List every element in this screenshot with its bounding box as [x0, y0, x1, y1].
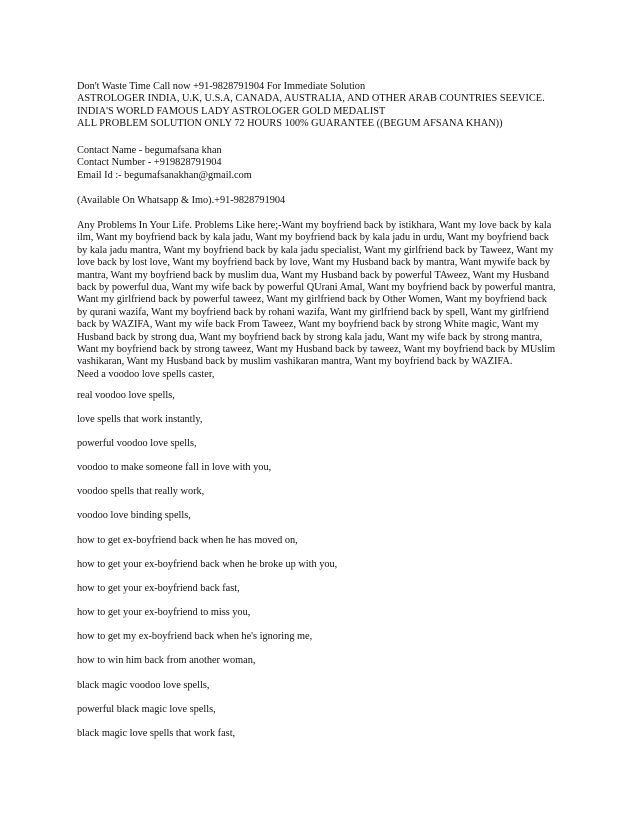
availability-block: [77, 195, 567, 207]
paragraph-line: Any Problems In Your Life. Problems Like here;-Want my boyfriend back by istikhara, Want my love back by kala: [77, 220, 552, 231]
paragraph-line: ilm, Want my boyfriend back by kala jadu, Want my boyfriend back by kala jadu in urdu, Want my boyfriend back: [77, 232, 549, 244]
list-item: love spells that work instantly,: [77, 414, 203, 425]
list-item: powerful black magic love spells,: [77, 704, 216, 715]
contact-name: Contact Name - begumafsana khan: [77, 145, 222, 156]
list-item: black magic voodoo love spells,: [77, 680, 210, 691]
paragraph-line: Want my boyfriend back by strong taweez, Want my Husband back by taweez, Want my boyfriend back by MUslim: [77, 344, 556, 356]
paragraph-line: by kala jadu mantra, Want my boyfriend back by kala jadu specialist, Want my girlfriend back by Taweez, Want my: [77, 244, 554, 256]
problems-paragraph: [77, 220, 567, 381]
paragraph-line: vashikaran, Want my Husband back by muslim vashikaran mantra, Want my boyfriend back by WAZIFA.: [77, 356, 513, 368]
list-item: how to get your ex-boyfriend to miss you,: [77, 607, 251, 618]
list-item: voodoo to make someone fall in love with you,: [77, 462, 272, 473]
paragraph-line: mantra, Want my boyfriend back by muslim dua, Want my Husband back by powerful TAweez, Want my Husband: [77, 269, 549, 281]
header-line: INDIA'S WORLD FAMOUS LADY ASTROLOGER GOLD MEDALIST: [77, 105, 386, 117]
availability-line: (Available On Whatsapp & Imo).+91-9828791904: [77, 195, 286, 206]
list-item: black magic love spells that work fast,: [77, 728, 236, 739]
list-item: real voodoo love spells,: [77, 390, 175, 401]
list-item: how to win him back from another woman,: [77, 655, 256, 666]
contact-email: Email Id :- begumafsanakhan@gmail.com: [77, 169, 252, 181]
list-item: how to get ex-boyfriend back when he has moved on,: [77, 535, 298, 546]
paragraph-line: Want my girlfriend back by powerful taweez, Want my girlfriend back by Other Women, Want my boyfriend back: [77, 294, 547, 306]
header-line: Don't Waste Time Call now +91-9828791904 For Immediate Solution: [77, 81, 366, 92]
list-item: voodoo spells that really work,: [77, 486, 205, 497]
paragraph-line: by qurani wazifa, Want my boyfriend back by rohani wazifa, Want my girlfriend back by spell, Want my girlfriend: [77, 306, 549, 318]
list-item: powerful voodoo love spells,: [77, 438, 197, 449]
paragraph-line: Husband back by strong dua, Want my boyfriend back by strong kala jadu, Want my wife back by strong mantra,: [77, 331, 543, 343]
list-item: how to get your ex-boyfriend back fast,: [77, 583, 240, 594]
header-line: ALL PROBLEM SOLUTION ONLY 72 HOURS 100% GUARANTEE ((BEGUM AFSANA KHAN)): [77, 118, 503, 130]
paragraph-line: love back by lost love, Want my boyfriend back by love, Want my Husband back by mantra, Want mywife back by: [77, 257, 551, 269]
spells-list: [77, 390, 567, 750]
list-item: how to get your ex-boyfriend back when he broke up with you,: [77, 559, 338, 570]
contact-block: [77, 145, 567, 182]
header-line: ASTROLOGER INDIA, U.K, U.S.A, CANADA, AUSTRALIA, AND OTHER ARAB COUNTRIES SEEVICE.: [77, 93, 545, 105]
paragraph-line: back by WAZIFA, Want my wife back From Taweez, Want my boyfriend back by strong White magic, Want my: [77, 319, 539, 331]
paragraph-line: back by powerful dua, Want my wife back by powerful QUrani Amal, Want my boyfriend back by powerful mantra,: [77, 282, 556, 294]
header-block: [77, 81, 567, 131]
list-item: how to get my ex-boyfriend back when he's ignoring me,: [77, 631, 313, 642]
paragraph-line: Need a voodoo love spells caster,: [77, 368, 215, 380]
contact-number: Contact Number - +919828791904: [77, 157, 222, 169]
list-item: voodoo love binding spells,: [77, 510, 191, 521]
